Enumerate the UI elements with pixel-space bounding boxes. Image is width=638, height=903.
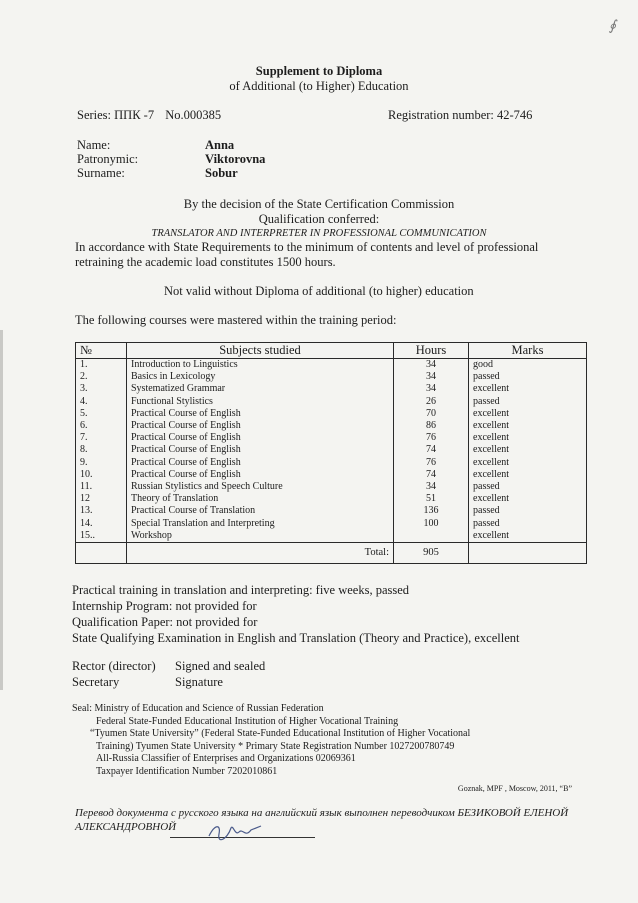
page-edge-shadow: [0, 330, 3, 690]
table-header-row: [76, 343, 587, 359]
table-row: [76, 408, 587, 420]
header-marks: Marks: [469, 343, 587, 359]
row-number: 11.: [76, 481, 127, 493]
table-row: [76, 481, 587, 493]
table-row: [76, 505, 587, 517]
row-subject: Systematized Grammar: [127, 383, 394, 395]
seal-block: [72, 703, 470, 779]
table-row: [76, 420, 587, 432]
seal-line-6: Taxpayer Identification Number 7202010861: [96, 765, 278, 777]
table-row: [76, 396, 587, 408]
seal-line-5: All-Russia Classifier of Enterprises and Organizations 02069361: [96, 753, 356, 765]
total-label: Total:: [127, 543, 394, 564]
row-subject: Practical Course of English: [127, 457, 394, 469]
patronymic-value: Viktorovna: [205, 152, 266, 166]
secretary-value: Signature: [175, 675, 223, 689]
table-row: [76, 493, 587, 505]
patronymic-label: Patronymic:: [77, 152, 139, 166]
row-subject: Practical Course of English: [127, 469, 394, 481]
row-mark: excellent: [473, 444, 510, 456]
header-subjects: Subjects studied: [127, 343, 394, 359]
row-hours: 74: [394, 444, 469, 456]
qualification-conferred-label: Qualification conferred:: [258, 212, 380, 226]
row-subject: Theory of Translation: [127, 493, 394, 505]
row-number: 1.: [76, 359, 127, 372]
row-number: 5.: [76, 408, 127, 420]
row-mark: excellent: [473, 493, 510, 505]
table-row: [76, 359, 587, 372]
row-hours: 34: [394, 481, 469, 493]
surname-label: Surname:: [77, 166, 125, 180]
row-subject: Russian Stylistics and Speech Culture: [127, 481, 394, 493]
row-mark: excellent: [473, 407, 510, 419]
row-hours: 26: [394, 396, 469, 408]
not-valid-note: Not valid without Diploma of additional (to higher) education: [164, 284, 474, 298]
surname-value: Sobur: [205, 166, 238, 180]
row-mark: excellent: [473, 383, 510, 395]
row-mark: excellent: [473, 432, 510, 444]
table-row: [76, 469, 587, 481]
row-mark: excellent: [473, 529, 510, 541]
row-subject: Practical Course of English: [127, 444, 394, 456]
row-hours: 136: [394, 505, 469, 517]
seal-line-3: “Tyumen State University” (Federal State-Funded Educational Institution of Higher Vocational: [90, 728, 471, 740]
row-number: 12: [76, 493, 127, 505]
row-number: 8.: [76, 444, 127, 456]
table-row: [76, 444, 587, 456]
row-subject: Practical Course of English: [127, 420, 394, 432]
rector-value: Signed and sealed: [175, 659, 266, 673]
courses-table: [75, 342, 587, 564]
row-subject: Basics in Lexicology: [127, 371, 394, 383]
table-row: [76, 530, 587, 543]
row-hours: 34: [394, 371, 469, 383]
row-number: 3.: [76, 383, 127, 395]
courses-intro: The following courses were mastered within the training period:: [75, 313, 397, 327]
row-number: 14.: [76, 518, 127, 530]
row-number: 7.: [76, 432, 127, 444]
row-subject: Functional Stylistics: [127, 396, 394, 408]
table-row: [76, 383, 587, 395]
row-hours: 70: [394, 408, 469, 420]
table-total-row: [76, 543, 587, 564]
table-row: [76, 518, 587, 530]
row-number: 15..: [76, 530, 127, 543]
row-mark: excellent: [473, 456, 510, 468]
row-number: 6.: [76, 420, 127, 432]
row-mark: passed: [473, 517, 500, 529]
row-number: 9.: [76, 457, 127, 469]
row-mark: good: [473, 359, 493, 370]
name-value: Anna: [205, 138, 235, 152]
printer-imprint: Goznak, MPF , Moscow, 2011, “B”: [457, 784, 572, 793]
table-row: [76, 432, 587, 444]
registration-number: Registration number: 42-746: [388, 108, 533, 122]
document-subtitle: of Additional (to Higher) Education: [229, 79, 409, 93]
series-text: Series: ППК -7: [77, 108, 155, 122]
row-hours: 34: [394, 383, 469, 395]
number-text: No.000385: [165, 108, 222, 122]
row-mark: excellent: [473, 468, 510, 480]
qualification-title: TRANSLATOR AND INTERPRETER IN PROFESSIONAL COMMUNICATION: [151, 228, 487, 239]
row-hours: 34: [394, 359, 469, 372]
row-number: 2.: [76, 371, 127, 383]
translator-note-line-2: АЛЕКСАНДРОВНОЙ: [75, 821, 177, 833]
internship-program: Internship Program: not provided for: [72, 599, 257, 613]
seal-line-1: Seal: Ministry of Education and Science of Russian Federation: [72, 703, 324, 714]
secretary-label: Secretary: [72, 675, 120, 689]
row-number: 4.: [76, 396, 127, 408]
seal-line-2: Federal State-Funded Educational Institution of Higher Vocational Training: [96, 715, 399, 727]
practical-training: Practical training in translation and interpreting: five weeks, passed: [72, 583, 410, 597]
row-subject: Practical Course of English: [127, 432, 394, 444]
seal-line-4: Training) Tyumen State University * Primary State Registration Number 1027200780749: [96, 740, 455, 752]
rector-label: Rector (director): [72, 659, 156, 673]
state-exam: State Qualifying Examination in English and Translation (Theory and Practice), excellent: [72, 631, 520, 645]
row-mark: excellent: [473, 420, 510, 432]
header-hours: Hours: [394, 343, 469, 359]
decision-line: By the decision of the State Certification Commission: [183, 197, 455, 211]
translator-note-line-1: Перевод документа с русского языка на английский язык выполнен переводчиком БЕЗИКОВОЙ ЕЛЕНОЙ: [75, 807, 569, 819]
series-row: [77, 108, 229, 123]
table-row: [76, 371, 587, 383]
row-hours: 51: [394, 493, 469, 505]
row-mark: passed: [473, 371, 500, 383]
row-number: 13.: [76, 505, 127, 517]
row-hours: 86: [394, 420, 469, 432]
row-mark: passed: [473, 395, 500, 407]
row-subject: Introduction to Linguistics: [127, 359, 394, 372]
name-label: Name:: [77, 138, 111, 152]
row-hours: 76: [394, 457, 469, 469]
row-mark: passed: [473, 481, 500, 493]
row-subject: Practical Course of Translation: [127, 505, 394, 517]
row-hours: 100: [394, 518, 469, 530]
academic-load-paragraph-1: In accordance with State Requirements to the minimum of contents and level of professional: [75, 240, 539, 254]
row-number: 10.: [76, 469, 127, 481]
total-hours: 905: [394, 543, 469, 564]
row-hours: [394, 530, 469, 543]
row-mark: passed: [473, 505, 500, 517]
row-hours: 76: [394, 432, 469, 444]
handwritten-signature: [205, 820, 265, 844]
row-hours: 74: [394, 469, 469, 481]
document-title: Supplement to Diploma: [255, 64, 383, 78]
table-row: [76, 457, 587, 469]
corner-handwritten-mark: ∮: [608, 19, 616, 34]
qualification-paper: Qualification Paper: not provided for: [72, 615, 258, 629]
row-subject: Workshop: [127, 530, 394, 543]
header-number: №: [76, 343, 127, 359]
row-subject: Practical Course of English: [127, 408, 394, 420]
row-subject: Special Translation and Interpreting: [127, 518, 394, 530]
academic-load-paragraph-2: retraining the academic load constitutes 1500 hours.: [75, 255, 336, 269]
